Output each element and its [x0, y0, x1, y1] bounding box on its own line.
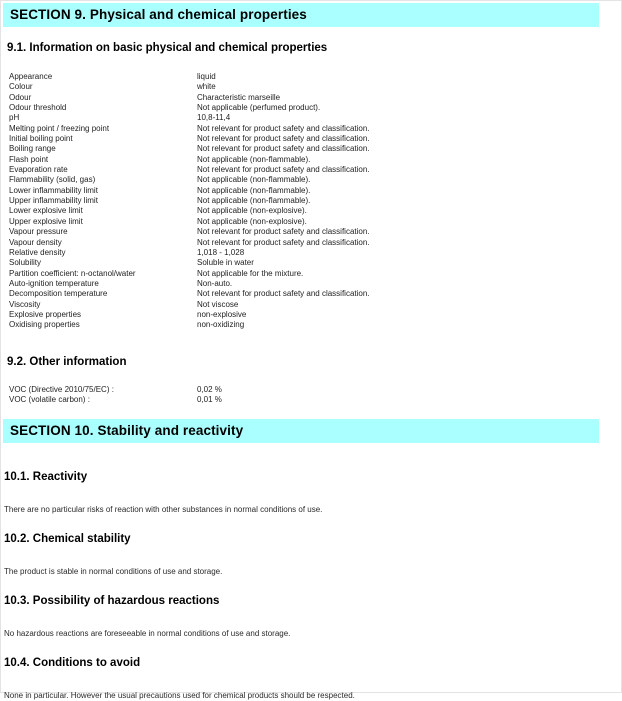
property-row — [1, 144, 621, 154]
property-row — [1, 227, 621, 237]
physical-properties-table — [1, 72, 621, 331]
property-row — [1, 300, 621, 310]
property-value: Not relevant for product safety and classification. — [197, 227, 370, 237]
property-value: Not relevant for product safety and classification. — [197, 237, 370, 247]
property-label: Appearance — [9, 72, 53, 81]
subsection-heading: 10.2. Chemical stability — [4, 533, 131, 546]
subsection-paragraph: The product is stable in normal conditions of use and storage. — [4, 567, 223, 577]
property-row — [1, 206, 621, 216]
property-label: Vapour pressure — [9, 227, 68, 237]
property-row — [1, 238, 621, 248]
property-label: Odour threshold — [9, 103, 67, 113]
property-label: Flash point — [9, 154, 49, 164]
voc-table — [1, 385, 621, 406]
property-value: Not relevant for product safety and classification. — [197, 134, 370, 144]
property-value: Not viscose — [197, 299, 239, 309]
section-10-header-band: SECTION 10. Stability and reactivity — [3, 419, 599, 443]
property-row — [1, 93, 621, 103]
property-value: Not applicable (non-flammable). — [197, 154, 311, 164]
subsection-paragraph: There are no particular risks of reaction with other substances in normal conditions of use. — [4, 505, 323, 515]
property-row — [1, 82, 621, 92]
property-row — [1, 134, 621, 144]
voc-label: VOC (Directive 2010/75/EC) : — [9, 384, 114, 394]
property-label: Partition coefficient: n-octanol/water — [9, 268, 136, 278]
property-label: Solubility — [9, 258, 42, 268]
voc-row — [1, 385, 621, 395]
section-9-1-heading: 9.1. Information on basic physical and chemical properties — [7, 42, 328, 54]
property-value: Not applicable for the mixture. — [197, 268, 304, 278]
subsection-heading: 10.4. Conditions to avoid — [4, 657, 141, 670]
property-row — [1, 310, 621, 320]
property-label: Upper inflammability limit — [9, 196, 98, 206]
property-label: Melting point / freezing point — [9, 123, 110, 133]
property-row — [1, 72, 621, 82]
property-row — [1, 217, 621, 227]
property-value: liquid — [197, 72, 216, 81]
property-value: Not relevant for product safety and classification. — [197, 289, 370, 299]
property-value: white — [197, 82, 216, 92]
property-value: non-oxidizing — [197, 320, 245, 330]
property-label: Odour — [9, 92, 32, 102]
property-label: Vapour density — [9, 237, 62, 247]
property-label: Evaporation rate — [9, 165, 68, 175]
property-value: Not applicable (perfumed product). — [197, 103, 321, 113]
property-label: Initial boiling point — [9, 134, 73, 144]
property-label: Viscosity — [9, 299, 41, 309]
property-row — [1, 175, 621, 185]
property-row — [1, 186, 621, 196]
property-label: Flammability (solid, gas) — [9, 175, 96, 185]
property-label: Upper explosive limit — [9, 216, 83, 226]
property-label: Lower inflammability limit — [9, 185, 98, 195]
property-value: Not relevant for product safety and classification. — [197, 144, 370, 154]
subsection — [4, 656, 621, 701]
property-value: Not relevant for product safety and classification. — [197, 123, 370, 133]
property-label: Oxidising properties — [9, 320, 80, 330]
property-label: Explosive properties — [9, 309, 82, 319]
property-label: Lower explosive limit — [9, 206, 83, 216]
property-row — [1, 103, 621, 113]
voc-value: 0,01 % — [197, 394, 222, 404]
property-row — [1, 320, 621, 330]
subsection-paragraph: None in particular. However the usual precautions used for chemical products should be respected. — [4, 691, 355, 701]
property-row — [1, 124, 621, 134]
property-value: 1,018 - 1,028 — [197, 247, 245, 257]
property-label: Auto-ignition temperature — [9, 278, 99, 288]
subsection-heading: 10.3. Possibility of hazardous reactions — [4, 595, 220, 608]
voc-label: VOC (volatile carbon) : — [9, 394, 90, 404]
property-label: Relative density — [9, 247, 66, 257]
subsection-paragraph: No hazardous reactions are foreseeable in normal conditions of use and storage. — [4, 629, 291, 639]
property-value: Not relevant for product safety and classification. — [197, 165, 370, 175]
property-label: Boiling range — [9, 144, 56, 154]
property-value: 10,8-11,4 — [197, 113, 231, 123]
section-9-header-band: SECTION 9. Physical and chemical properties — [3, 3, 599, 27]
section-9-2-heading: 9.2. Other information — [7, 355, 127, 368]
property-row — [1, 113, 621, 123]
property-label: Colour — [9, 82, 33, 92]
property-value: Not applicable (non-flammable). — [197, 175, 311, 185]
property-row — [1, 248, 621, 258]
property-row — [1, 196, 621, 206]
property-label: Decomposition temperature — [9, 289, 108, 299]
section-10-subsections — [1, 470, 621, 701]
property-row — [1, 279, 621, 289]
voc-value: 0,02 % — [197, 384, 222, 394]
property-value: Soluble in water — [197, 258, 254, 268]
property-row — [1, 165, 621, 175]
property-label: pH — [9, 113, 20, 123]
property-value: Not applicable (non-explosive). — [197, 206, 307, 216]
property-value: Not applicable (non-explosive). — [197, 216, 307, 226]
property-value: Not applicable (non-flammable). — [197, 185, 311, 195]
property-value: non-explosive — [197, 309, 247, 319]
subsection — [4, 532, 621, 577]
property-row — [1, 269, 621, 279]
subsection — [4, 470, 621, 515]
property-value: Non-auto. — [197, 278, 233, 288]
property-value: Characteristic marseille — [197, 92, 281, 102]
property-value: Not applicable (non-flammable). — [197, 196, 311, 206]
subsection-heading: 10.1. Reactivity — [4, 471, 88, 484]
property-row — [1, 258, 621, 268]
property-row — [1, 155, 621, 165]
voc-row — [1, 395, 621, 405]
property-row — [1, 289, 621, 299]
subsection — [4, 594, 621, 639]
